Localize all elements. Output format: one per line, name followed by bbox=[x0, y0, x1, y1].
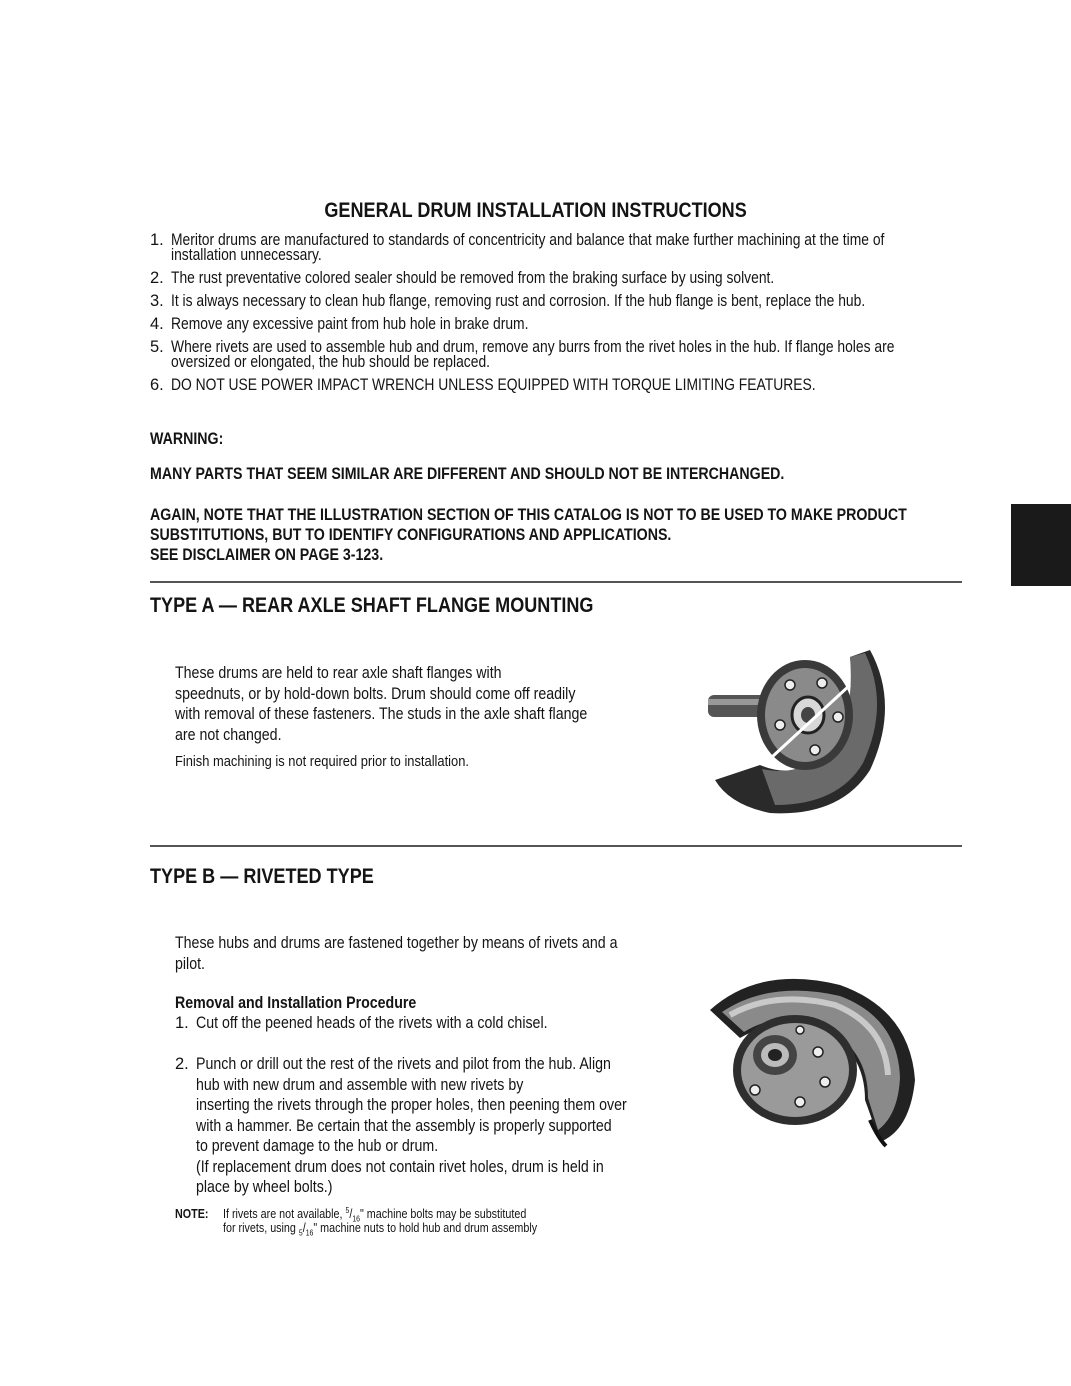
page-title: GENERAL DRUM INSTALLATION INSTRUCTIONS bbox=[324, 199, 747, 222]
riveted-hub-drum-illustration bbox=[700, 970, 920, 1150]
stud bbox=[817, 678, 827, 688]
instruction-number: 5. bbox=[150, 338, 164, 356]
note-text: If rivets are not available, $^5/_{16}$" machine bolts may be substituted for rivets, using $_5/_{16}$" machine nuts to hold hub and drum assembly bbox=[223, 1205, 538, 1238]
instruction-text: oversized or elongated, the hub should be replaced. bbox=[171, 353, 491, 371]
instruction-text: Where rivets are used to assemble hub and drum, remove any burrs from the rivet holes in the hub. If flange holes are bbox=[171, 338, 895, 356]
warning-line-2b: SUBSTITUTIONS, BUT TO IDENTIFY CONFIGURATIONS AND APPLICATIONS. bbox=[150, 526, 672, 544]
type-a-finish-note: Finish machining is not required prior to installation. bbox=[175, 753, 469, 770]
instruction-item bbox=[150, 317, 970, 332]
instruction-text: installation unnecessary. bbox=[171, 246, 322, 264]
instruction-number: 4. bbox=[150, 315, 164, 333]
procedure-heading: Removal and Installation Procedure bbox=[175, 994, 417, 1012]
instruction-text: It is always necessary to clean hub flange, removing rust and corrosion. If the hub flange is bent, replace the hub. bbox=[171, 292, 866, 310]
instruction-text: The rust preventative colored sealer should be removed from the braking surface by using solvent. bbox=[171, 269, 775, 287]
warning-line-1: MANY PARTS THAT SEEM SIMILAR ARE DIFFERENT AND SHOULD NOT BE INTERCHANGED. bbox=[150, 465, 785, 483]
type-b-title: TYPE B — RIVETED TYPE bbox=[150, 865, 374, 888]
instruction-number: 1. bbox=[150, 231, 164, 249]
instruction-number: 2. bbox=[150, 269, 164, 287]
instruction-item bbox=[150, 340, 970, 370]
instruction-number: 6. bbox=[150, 376, 164, 394]
procedure-step-1: 1. Cut off the peened heads of the rivets with a cold chisel. bbox=[175, 1014, 548, 1032]
instruction-text: Remove any excessive paint from hub hole in brake drum. bbox=[171, 315, 529, 333]
section-divider bbox=[150, 845, 962, 847]
type-a-description: These drums are held to rear axle shaft flanges with speednuts, or by hold-down bolts. Drum should come off readily with removal of these fasteners. The studs in the axle shaft flange are not changed. bbox=[175, 664, 588, 744]
instruction-item bbox=[150, 378, 970, 393]
rivet bbox=[820, 1077, 830, 1087]
instruction-item bbox=[150, 233, 970, 263]
warning-line-2a: AGAIN, NOTE THAT THE ILLUSTRATION SECTION OF THIS CATALOG IS NOT TO BE USED TO MAKE PRODUCT bbox=[150, 506, 907, 524]
rivet bbox=[750, 1085, 760, 1095]
section-divider bbox=[150, 581, 962, 583]
rivet bbox=[796, 1026, 804, 1034]
section-tab-marker bbox=[1011, 504, 1071, 586]
warning-label: WARNING: bbox=[150, 430, 224, 448]
rivet bbox=[813, 1047, 823, 1057]
stud bbox=[833, 712, 843, 722]
instruction-text: Meritor drums are manufactured to standards of concentricity and balance that make further machining at the time of bbox=[171, 231, 885, 249]
type-b-intro: These hubs and drums are fastened together by means of rivets and a pilot. bbox=[175, 934, 618, 973]
stud bbox=[785, 680, 795, 690]
instruction-text: DO NOT USE POWER IMPACT WRENCH UNLESS EQUIPPED WITH TORQUE LIMITING FEATURES. bbox=[171, 376, 816, 394]
instruction-number: 3. bbox=[150, 292, 164, 310]
procedure-step-2: 2. Punch or drill out the rest of the rivets and pilot from the hub. Align hub with new drum and assemble with new rivets by inserting the rivets through the proper holes, then peening them over with a hammer. Be certain that the assembly is properly supported to prevent damage to the hub or drum. (If replacement drum does not contain rivet holes, drum is held in place by wheel bolts.) bbox=[175, 1055, 627, 1196]
type-a-title: TYPE A — REAR AXLE SHAFT FLANGE MOUNTING bbox=[150, 594, 594, 617]
note-label: NOTE: bbox=[175, 1207, 209, 1221]
axle-flange-drum-illustration bbox=[700, 645, 890, 817]
rivet bbox=[795, 1097, 805, 1107]
instruction-item bbox=[150, 294, 970, 309]
stud bbox=[810, 745, 820, 755]
instruction-item bbox=[150, 271, 970, 286]
stud bbox=[775, 720, 785, 730]
instruction-list bbox=[150, 233, 970, 393]
warning-line-2c: SEE DISCLAIMER ON PAGE 3-123. bbox=[150, 546, 384, 564]
